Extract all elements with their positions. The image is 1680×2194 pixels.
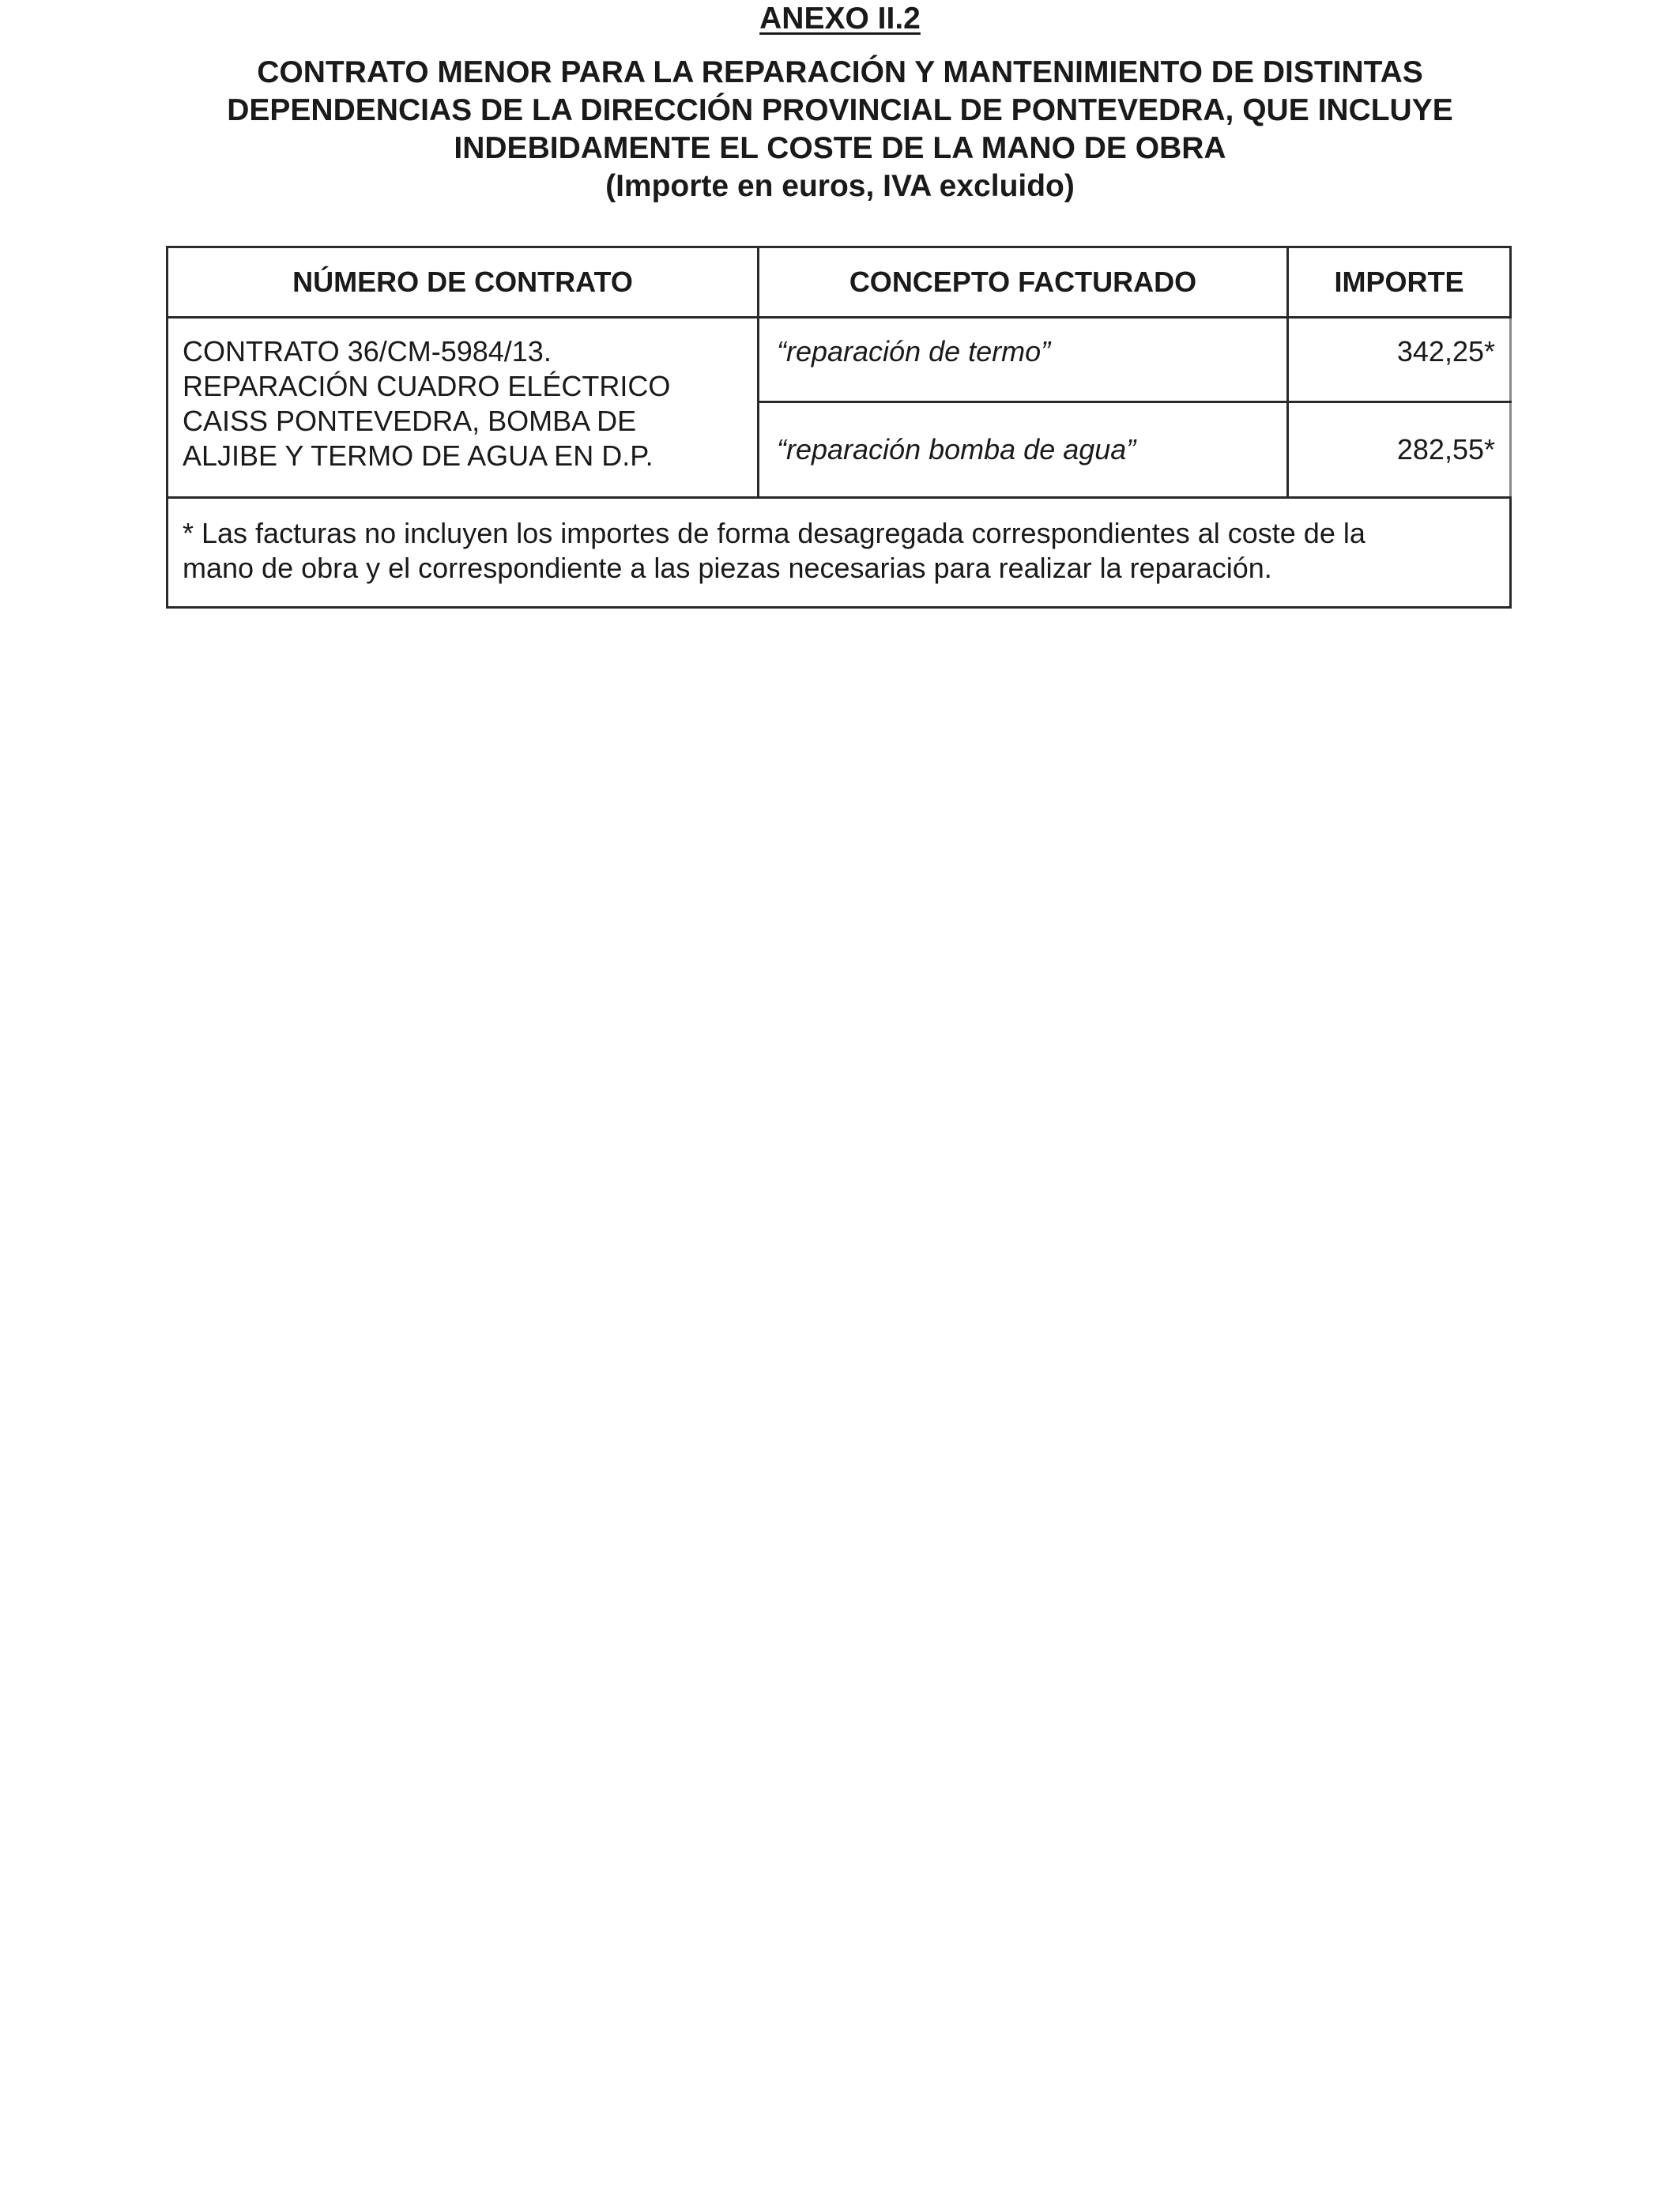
title-line: CONTRATO MENOR PARA LA REPARACIÓN Y MANTENIMIENTO DE DISTINTAS bbox=[257, 55, 1423, 89]
table-header-row bbox=[168, 247, 1511, 318]
table-row bbox=[168, 318, 1511, 402]
contract-number-cell bbox=[168, 318, 759, 498]
contract-line: REPARACIÓN CUADRO ELÉCTRICO bbox=[183, 370, 671, 402]
contracts-table bbox=[166, 246, 1512, 609]
footnote-line: * Las facturas no incluyen los importes de forma desagregada correspondientes al coste de la bbox=[183, 517, 1365, 549]
title-subline: (Importe en euros, IVA excluido) bbox=[605, 169, 1075, 203]
annex-title: ANEXO II.2 bbox=[759, 2, 921, 36]
column-header-concept: CONCEPTO FACTURADO bbox=[759, 247, 1288, 318]
document-title bbox=[126, 54, 1554, 205]
amount-cell: 282,55* bbox=[1288, 402, 1511, 498]
amount-cell: 342,25* bbox=[1288, 318, 1511, 402]
footnote-line: mano de obra y el correspondiente a las piezas necesarias para realizar la reparación. bbox=[183, 552, 1272, 584]
contract-line: CONTRATO 36/CM-5984/13. bbox=[183, 335, 552, 368]
table-note-row bbox=[168, 498, 1511, 608]
footnote-cell bbox=[168, 498, 1511, 608]
title-line: INDEBIDAMENTE EL COSTE DE LA MANO DE OBRA bbox=[454, 131, 1226, 165]
concept-cell: “reparación de termo” bbox=[759, 318, 1288, 402]
contract-line: CAISS PONTEVEDRA, BOMBA DE bbox=[183, 405, 637, 437]
column-header-amount: IMPORTE bbox=[1288, 247, 1511, 318]
concept-cell: “reparación bomba de agua” bbox=[759, 402, 1288, 498]
title-line: DEPENDENCIAS DE LA DIRECCIÓN PROVINCIAL DE PONTEVEDRA, QUE INCLUYE bbox=[227, 93, 1453, 127]
contract-line: ALJIBE Y TERMO DE AGUA EN D.P. bbox=[183, 439, 654, 472]
contracts-table-wrapper bbox=[166, 246, 1509, 609]
column-header-contract-number: NÚMERO DE CONTRATO bbox=[168, 247, 759, 318]
